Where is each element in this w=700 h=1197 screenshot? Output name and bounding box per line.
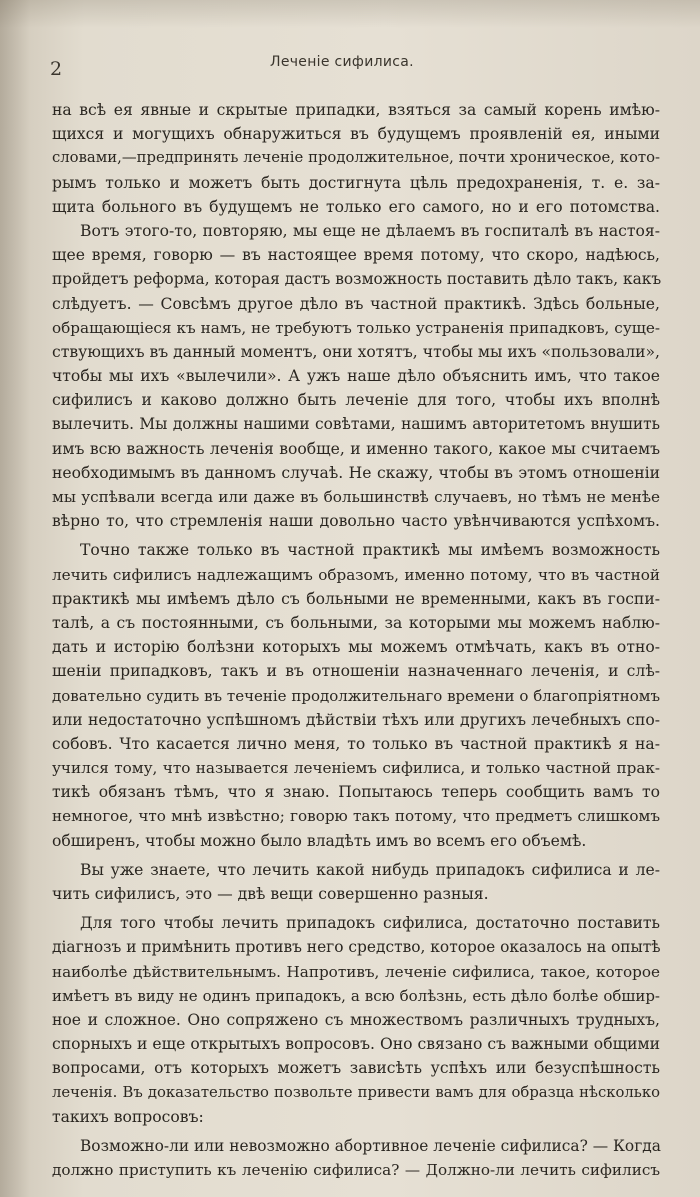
text-line: ствующихъ въ данный моментъ, они хотятъ, чтобы мы ихъ «пользовали», [52,342,660,361]
text-line: чтобы мы ихъ «вылечили». А ужъ наше дѣло объяснить имъ, что такое [52,367,660,386]
text-line: рымъ только и можетъ быть достигнута цѣль предохраненія, т. е. за- [52,173,660,192]
text-line: на всѣ ея явные и скрытые припадки, взяться за самый корень имѣю- [52,101,660,119]
text-line: Вотъ этого-то, повторяю, мы еще не дѣлаемъ въ госпиталѣ въ настоя- [80,221,660,240]
text-line: дать и исторію болѣзни которыхъ мы можемъ отмѣчать, какъ въ отно- [52,638,660,657]
text-line: Возможно-ли или невозможно абортивное леченіе сифилиса? — Когда [80,1136,661,1155]
text-line: лечить сифилисъ надлежащимъ образомъ, именно потому, что въ частной [52,565,660,584]
text-line: довательно судить въ теченіе продолжительнаго времени о благопріятномъ [52,686,660,705]
text-line: слѣдуетъ. — Совсѣмъ другое дѣло въ частной практикѣ. Здѣсь больные, [52,294,660,313]
text-line: имъ всю важность леченія вообще, и именно такого, какое мы считаемъ [52,439,660,458]
text-line: вѣрно то, что стремленія наши довольно часто увѣнчиваются успѣхомъ. [52,512,660,531]
paragraph [52,858,660,906]
page-header [0,48,700,84]
text-line: мы успѣвали всегда или даже въ большинствѣ случаевъ, но тѣмъ не менѣе [52,488,660,506]
text-line: Точно также только въ частной практикѣ мы имѣемъ возможность [80,541,660,560]
text-line: щихся и могущихъ обнаружиться въ будущемъ проявленій ея, иными [52,125,660,144]
text-line: наиболѣе дѣйствительнымъ. Напротивъ, леченіе сифилиса, такое, которое [52,962,660,981]
text-line: собовъ. Что касается лично меня, то только въ частной практикѣ я на- [52,734,660,753]
text-line: чить сифилисъ, это — двѣ вещи совершенно разныя. [52,885,489,903]
text-line: словами,—предпринять леченіе продолжительное, почти хроническое, кото- [52,149,660,167]
text-line: сифилисъ и каково должно быть леченіе для того, чтобы ихъ вполнѣ [52,391,660,410]
text-line: немногое, что мнѣ извѣстно; говорю такъ потому, что предметъ слишкомъ [52,807,660,826]
text-line: талѣ, а съ постоянными, съ больными, за которыми мы можемъ наблю- [52,613,660,632]
paragraph [52,98,660,219]
text-line: имѣетъ въ виду не одинъ припадокъ, а всю болѣзнь, есть дѣло болѣе обшир- [52,986,660,1005]
text-line: спорныхъ и еще открытыхъ вопросовъ. Оно связано съ важными общими [52,1035,660,1054]
text-line: Вы уже знаете, что лечить какой нибудь припадокъ сифилиса и ле- [80,860,660,879]
page-number: 2 [50,58,63,80]
text-line: такихъ вопросовъ: [52,1107,204,1126]
text-line: или недостаточно успѣшномъ дѣйствіи тѣхъ или другихъ лечебныхъ спо- [52,710,660,729]
text-line: вылечить. Мы должны нашими совѣтами, нашимъ авторитетомъ внушить [52,415,660,434]
running-title: Леченіе сифилиса. [270,54,414,70]
text-line: ное и сложное. Оно сопряжено съ множествомъ различныхъ трудныхъ, [52,1010,660,1029]
text-line: щита больного въ будущемъ не только его самого, но и его потомства. [52,197,660,216]
text-line: должно приступить къ леченію сифилиса? — Должно-ли лечить сифилисъ [52,1161,660,1180]
text-line: вопросами, отъ которыхъ можетъ зависѣть успѣхъ или безуспѣшность [52,1059,660,1078]
text-line: необходимымъ въ данномъ случаѣ. Не скажу, чтобы въ этомъ отношеніи [52,463,660,482]
text-line: щее время, говорю — въ настоящее время потому, что скоро, надѣюсь, [52,246,660,265]
gutter-shadow [0,0,30,1197]
text-line: леченія. Въ доказательство позвольте привести вамъ для образца нѣсколько [52,1083,660,1101]
text-line: шеніи припадковъ, такъ и въ отношеніи назначеннаго леченія, и слѣ- [52,662,660,681]
top-shadow [0,0,700,28]
text-line: пройдетъ реформа, которая дастъ возможность поставить дѣло такъ, какъ [52,270,662,289]
paragraph [52,219,660,533]
paragraph [52,1134,660,1182]
paragraph [52,911,660,1129]
text-line: учился тому, что называется леченіемъ сифилиса, и только частной прак- [52,759,660,778]
text-line: практикѣ мы имѣемъ дѣло съ больными не временными, какъ въ госпи- [52,589,660,608]
body-text [52,98,660,1182]
text-line: Для того чтобы лечить припадокъ сифилиса, достаточно поставить [80,914,660,933]
paragraph [52,538,660,852]
text-line: обширенъ, чтобы можно было владѣть имъ во всемъ его объемѣ. [52,831,587,850]
text-line: тикѣ обязанъ тѣмъ, что я знаю. Попытаюсь теперь сообщить вамъ то [52,783,660,802]
text-line: діагнозъ и примѣнить противъ него средство, которое оказалось на опытѣ [52,938,661,957]
text-line: обращающіеся къ намъ, не требуютъ только устраненія припадковъ, суще- [52,318,660,337]
